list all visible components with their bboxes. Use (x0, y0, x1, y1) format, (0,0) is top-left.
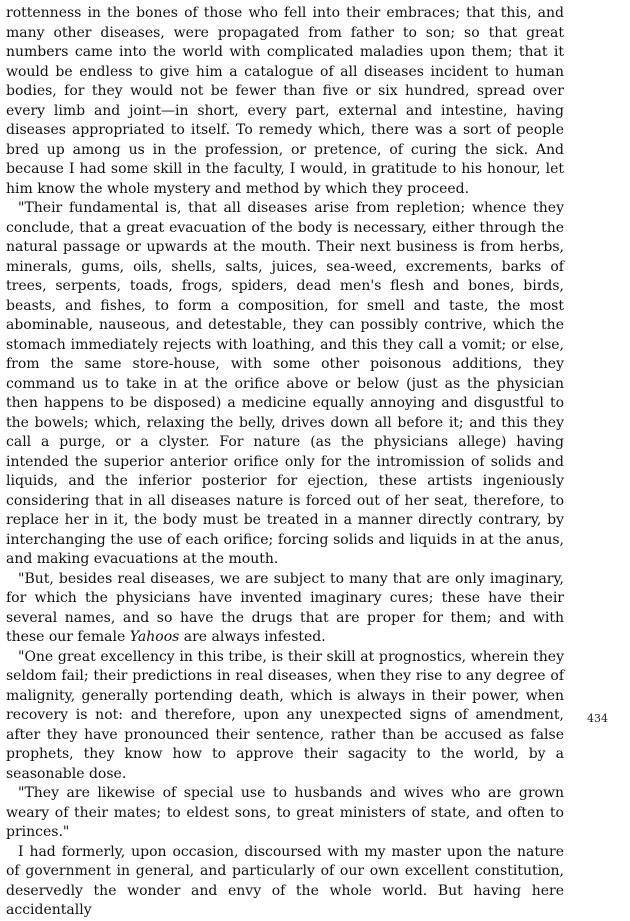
text-segment: "They are likewise of special use to husbands and wives who are grown weary of their mates; to eldest sons, to great ministers of state, and often to princes." (6, 785, 564, 840)
paragraph (6, 784, 564, 843)
text-segment: rottenness in the bones of those who fell into their embraces; that this, and many other diseases, were propagated from father to son; so that great numbers came into the world with complicated maladies upon them; that it would be endless to give him a catalogue of all diseases incident to human bodies, for they would not be fewer than five or six hundred, spread over every limb and joint—in short, every part, external and intestine, having diseases appropriated to itself. To remedy which, there was a sort of people bred up among us in the profession, or pretence, of curing the sick. And because I had some skill in the faculty, I would, in gratitude to his honour, let him know the whole mystery and method by which they proceed. (6, 5, 564, 197)
paragraph (6, 648, 564, 785)
text-segment: "One great excellency in this tribe, is their skill at prognostics, wherein they seldom fail; their predictions in real diseases, when they rise to any degree of malignity, generally portending death, which is always in their power, when recovery is not: and therefore, upon any unexpected signs of amendment, after they have pronounced their sentence, rather than be accused as false prophets, they know how to approve their sagacity to the world, by a seasonable dose. (6, 648, 564, 782)
text-segment: are always infested. (179, 629, 326, 645)
page-body (6, 4, 564, 921)
emphasized-text: Yahoos (129, 629, 180, 645)
text-segment: I had formerly, upon occasion, discoursed with my master upon the nature of government in general, and particularly of our own excellent constitution, deservedly the wonder and envy of the whole world. But having here accidentally (6, 843, 564, 918)
text-segment: "But, besides real diseases, we are subject to many that are only imaginary, for which the physicians have invented imaginary cures; these have their several names, and so have the drugs that are proper for them; and with these our female (6, 570, 564, 645)
text-segment: "Their fundamental is, that all diseases arise from repletion; whence they conclude, that a great evacuation of the body is necessary, either through the natural passage or upwards at the mouth. Their next business is from herbs, minerals, gums, oils, shells, salts, juices, sea-weed, excrements, barks of trees, serpents, toads, frogs, spiders, dead men's flesh and bones, birds, beasts, and fishes, to form a composition, for smell and taste, the most abominable, nauseous, and detestable, they can possibly contrive, which the stomach immediately rejects with loathing, and this they call a vomit; or else, from the same store-house, with some other poisonous additions, they command us to take in at the orifice above or below (just as the physician then happens to be disposed) a medicine equally annoying and disgustful to the bowels; which, relaxing the belly, drives down all before it; and this they call a purge, or a clyster. For nature (as the physicians allege) having intended the superior anterior orifice only for the intromission of solids and liquids, and the inferior posterior for ejection, these artists ingeniously considering that in all diseases nature is forced out of her seat, therefore, to replace her in it, the body must be treated in a manner directly contrary, by interchanging the use of each orifice; forcing solids and liquids in at the anus, and making evacuations at the mouth. (6, 200, 564, 567)
page-number: 434 (587, 712, 608, 725)
paragraph (6, 199, 564, 570)
paragraph (6, 4, 564, 199)
paragraph (6, 570, 564, 648)
paragraph (6, 843, 564, 921)
